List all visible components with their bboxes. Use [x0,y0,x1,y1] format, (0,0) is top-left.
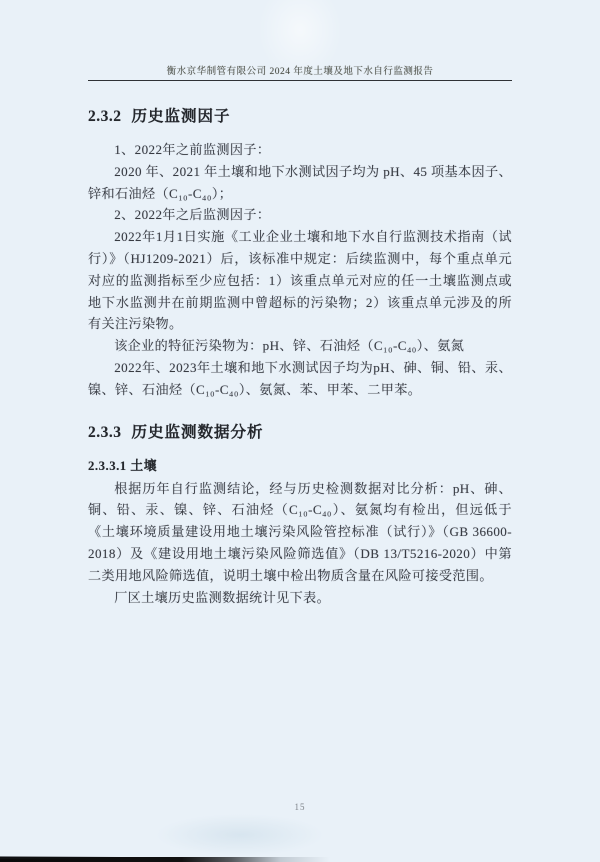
paragraph-standard-hj1209: 2022年1月1日实施《工业企业土壤和地下水自行监测技术指南（试行）》（HJ1209-2021）后，该标准中规定：后续监测中，每个重点单元对应的监测指标至少应包括：1）该重点单元对应的任一土壤监测点或地下水监测井在前期监测中曾超标的污染物；2）该重点单元涉及的所有关注污染物。 [88,229,512,332]
page-content [88,0,512,608]
section-title: 历史监测数据分析 [131,423,264,441]
scan-edge-artifact-fade [0,856,120,859]
paragraph-list-item-2: 2、2022年之后监测因子： [114,207,271,223]
paragraph-factors-2020-2021: 2020 年、2021 年土壤和地下水测试因子均为 pH、45 项基本因子、锌和石油烃（C₁₀-C₄₀）； [88,163,513,201]
section-heading-2-3-3 [88,420,512,442]
paragraph-table-reference: 厂区土壤历史监测数据统计见下表。 [114,589,331,605]
paragraph-characteristic-pollutants: 该企业的特征污染物为：pH、锌、石油烃（C₁₀-C₄₀）、氨氮 [114,338,465,354]
paragraph-factors-2022-2023: 2022年、2023年土壤和地下水测试因子均为pH、砷、铜、铅、汞、镍、锌、石油烃（C₁₀-C₄₀）、氨氮、苯、甲苯、二甲苯。 [88,359,512,397]
paragraph-soil-analysis: 根据历年自行监测结论，经与历史检测数据对比分析：pH、砷、铜、铅、汞、镍、锌、石油烃（C₁₀-C₄₀）、氨氮均有检出，但远低于《土壤环境质量建设用地土壤污染风险管控标准（试行）》（GB 36600-2018）及《建设用地土壤污染风险筛选值》（DB 13/T5216-2020）中第二类用地风险筛选值，说明土壤中检出物质含量在风险可接受范围。 [88,480,512,583]
section-heading-2-3-2 [88,104,512,126]
section-number: 2.3.3 [88,423,122,441]
section-title: 历史监测因子 [131,108,231,125]
section-number: 2.3.2 [88,108,122,125]
subsection-heading-2-3-3-1: 2.3.3.1 土壤 [88,458,157,473]
paragraph-list-item-1: 1、2022年之前监测因子： [114,142,271,157]
running-header: 衡水京华制管有限公司 2024 年度土壤及地下水自行监测报告 [166,67,434,77]
header-rule [88,80,512,81]
page-number: 15 [294,802,306,812]
